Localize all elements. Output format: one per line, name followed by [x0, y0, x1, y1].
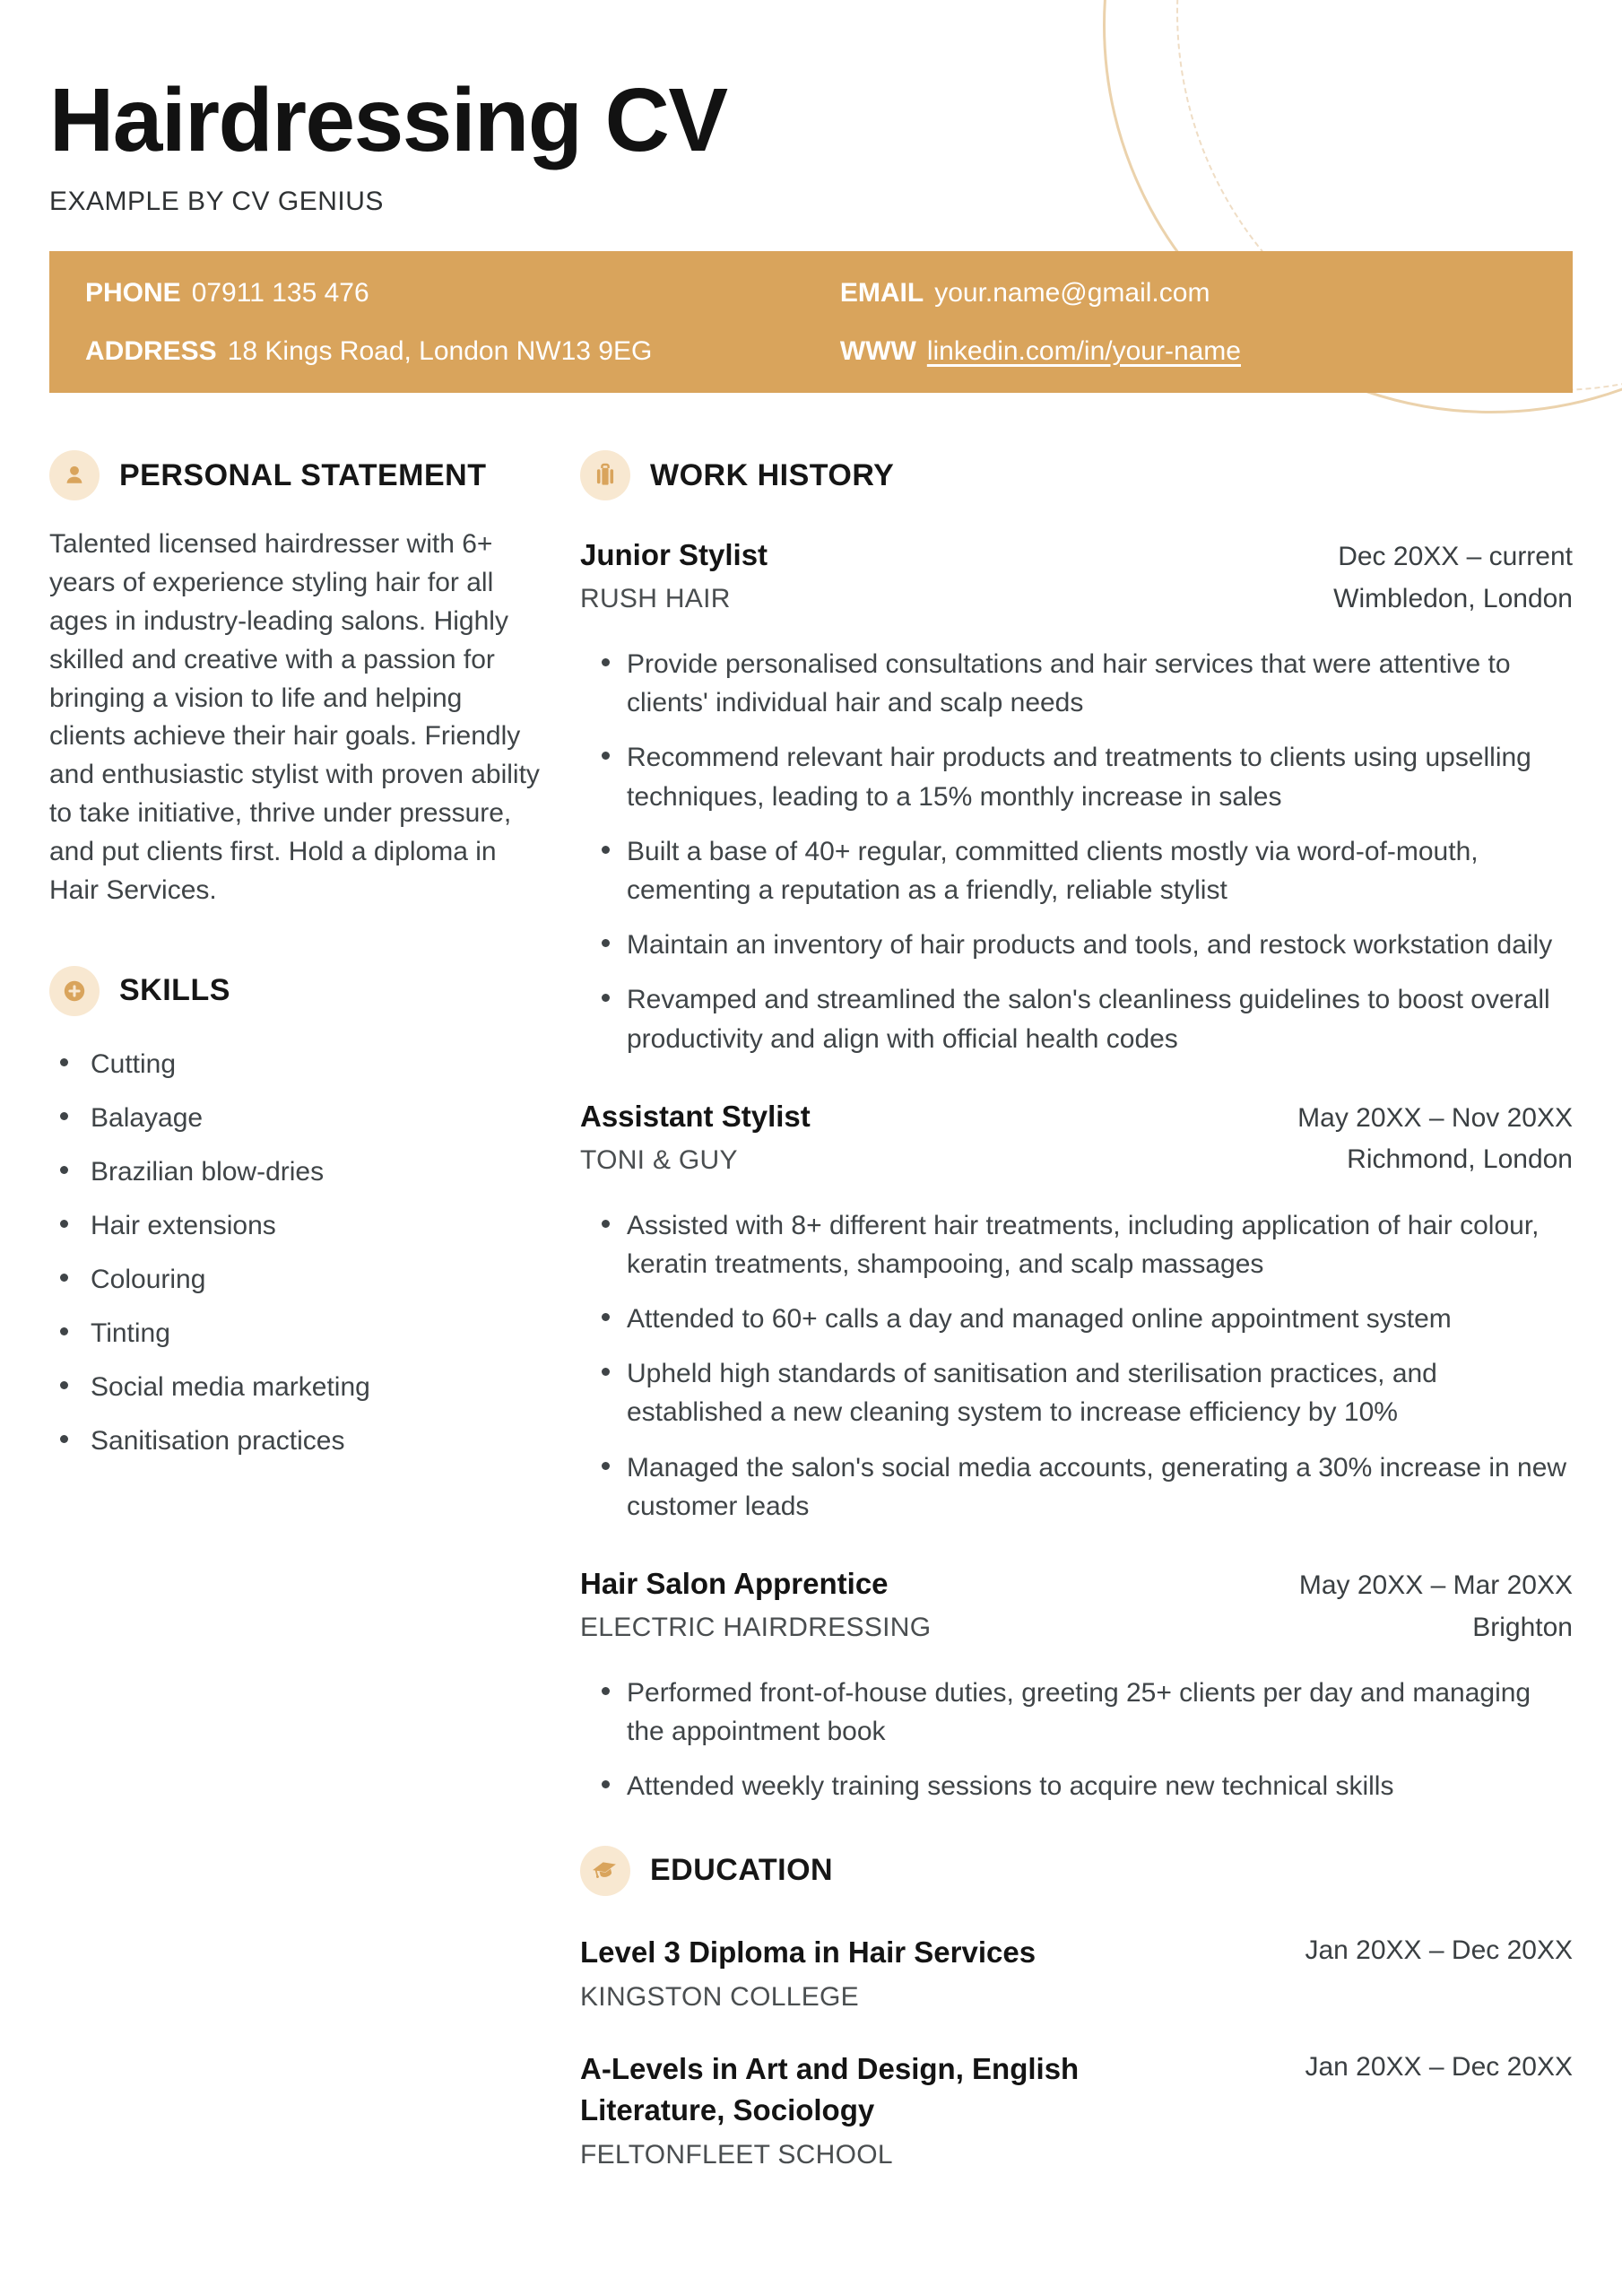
bullet-item: Managed the salon's social media accounts, generating a 30% increase in new customer leads: [580, 1448, 1573, 1526]
email-label: EMAIL: [839, 278, 924, 308]
education-header: [580, 1846, 1573, 1896]
content-columns: [49, 450, 1573, 2170]
school-name: KINGSTON COLLEGE: [580, 1981, 859, 2012]
bullet-item: Performed front-of-house duties, greeting 25+ clients per day and managing the appointment book: [580, 1674, 1573, 1751]
page-subtitle: EXAMPLE BY CV GENIUS: [49, 187, 384, 216]
bullet-item: Built a base of 40+ regular, committed clients mostly via word-of-mouth, cementing a reputation as a friendly, reliable stylist: [580, 832, 1573, 909]
skill-item: Brazilian blow-dries: [49, 1156, 544, 1188]
bullet-item: Maintain an inventory of hair products and tools, and restock workstation daily: [580, 926, 1573, 964]
job-title: Hair Salon Apprentice: [580, 1567, 889, 1600]
job-dates: May 20XX – Mar 20XX: [1298, 1570, 1573, 1600]
address-row: [85, 336, 840, 366]
www-label: WWW: [839, 336, 916, 366]
skill-item: Social media marketing: [49, 1371, 544, 1404]
personal-statement-text: Talented licensed hairdresser with 6+ years of experience styling hair for all ages in industry-leading salons. Highly skilled and creative with a passion for bringing a vision to life and helping clients achieve their hair goals. Friendly and enthusiastic stylist with proven ability to take initiative, thrive under pressure, and put clients first. Hold a diploma in Hair Services.: [49, 529, 540, 906]
right-column: [580, 450, 1573, 2170]
education-entry: [580, 1932, 1573, 2013]
bullet-item: Attended weekly training sessions to acquire new technical skills: [580, 1767, 1573, 1805]
job-title: Junior Stylist: [580, 538, 768, 571]
personal-statement-title: PERSONAL STATEMENT: [119, 457, 487, 492]
education-title: EDUCATION: [650, 1853, 834, 1888]
skills-header: [49, 966, 544, 1016]
degree-title: A-Levels in Art and Design, English Literature, Sociology: [580, 2051, 1080, 2126]
job-bullet-list: [580, 1674, 1573, 1806]
skill-item: Sanitisation practices: [49, 1425, 544, 1457]
email-value: your.name@gmail.com: [934, 278, 1210, 308]
skill-item: Colouring: [49, 1264, 544, 1296]
job-header-left: [580, 536, 768, 614]
skill-item: Tinting: [49, 1318, 544, 1350]
bullet-item: Attended to 60+ calls a day and managed online appointment system: [580, 1300, 1573, 1338]
job-bullet-list: [580, 645, 1573, 1058]
section-education: [580, 1846, 1573, 2171]
job-header: [580, 1565, 1573, 1648]
contact-bar: [49, 251, 1573, 393]
person-icon: [49, 450, 100, 500]
education-dates: Jan 20XX – Dec 20XX: [1305, 2051, 1573, 2082]
skills-title: SKILLS: [119, 973, 230, 1008]
page-title: Hairdressing CV: [49, 70, 727, 170]
bullet-item: Upheld high standards of sanitisation and sterilisation practices, and established a new cleaning system to increase efficiency by 10%: [580, 1354, 1573, 1431]
skills-list: [49, 1048, 544, 1457]
job-header-left: [580, 1565, 931, 1643]
job-header-right: [1299, 1565, 1573, 1648]
briefcase-icon: [580, 450, 630, 500]
school-name: FELTONFLEET SCHOOL: [580, 2140, 893, 2170]
education-entry-left: [580, 2048, 1172, 2170]
skill-item: Hair extensions: [49, 1210, 544, 1242]
job-bullet-list: [580, 1206, 1573, 1526]
job-header-right: [1297, 1098, 1573, 1181]
header: [49, 0, 1573, 217]
education-entry-left: [580, 1932, 1036, 2013]
bullet-item: Assisted with 8+ different hair treatments, including application of hair colour, keratin treatments, shampooing, and scalp massages: [580, 1206, 1573, 1283]
job-header: [580, 1098, 1573, 1181]
personal-statement-header: [49, 450, 544, 500]
graduation-cap-icon: [580, 1846, 630, 1896]
skill-item: Balayage: [49, 1102, 544, 1135]
www-row: [840, 336, 1537, 366]
company-name: RUSH HAIR: [580, 583, 731, 613]
job-title: Assistant Stylist: [580, 1099, 811, 1133]
email-row: [840, 278, 1537, 308]
contact-column-left: [85, 278, 840, 366]
address-value: 18 Kings Road, London NW13 9EG: [227, 336, 653, 366]
job-dates: May 20XX – Nov 20XX: [1297, 1102, 1573, 1133]
job-entry: [580, 1098, 1573, 1526]
phone-label: PHONE: [85, 278, 181, 308]
education-dates: Jan 20XX – Dec 20XX: [1305, 1935, 1573, 1965]
section-skills: [49, 966, 544, 1457]
company-name: TONI & GUY: [580, 1144, 738, 1175]
phone-row: [85, 278, 840, 308]
degree-title: Level 3 Diploma in Hair Services: [580, 1935, 1037, 1969]
job-location: Brighton: [1472, 1612, 1573, 1642]
section-personal-statement: [49, 450, 544, 910]
bullet-item: Provide personalised consultations and hair services that were attentive to clients' individual hair and scalp needs: [580, 645, 1573, 722]
address-label: ADDRESS: [85, 336, 217, 366]
plus-icon: [49, 966, 100, 1016]
job-header-right: [1333, 536, 1573, 620]
job-location: Wimbledon, London: [1333, 583, 1573, 613]
company-name: ELECTRIC HAIRDRESSING: [580, 1612, 932, 1642]
education-entry: [580, 2048, 1573, 2170]
phone-value: 07911 135 476: [191, 278, 369, 308]
section-work-history: [580, 450, 1573, 1806]
skill-item: Cutting: [49, 1048, 544, 1081]
work-history-title: WORK HISTORY: [650, 457, 895, 492]
job-dates: Dec 20XX – current: [1338, 542, 1573, 571]
contact-column-right: [840, 278, 1537, 366]
job-header: [580, 536, 1573, 620]
job-entry: [580, 1565, 1573, 1806]
job-header-left: [580, 1098, 811, 1176]
work-history-header: [580, 450, 1573, 500]
bullet-item: Recommend relevant hair products and treatments to clients using upselling techniques, leading to a 15% monthly increase in sales: [580, 738, 1573, 815]
job-location: Richmond, London: [1347, 1144, 1573, 1175]
bullet-item: Revamped and streamlined the salon's cleanliness guidelines to boost overall productivity and align with official health codes: [580, 980, 1573, 1057]
linkedin-link[interactable]: linkedin.com/in/your-name: [926, 336, 1241, 366]
job-entry: [580, 536, 1573, 1058]
left-column: [49, 450, 544, 2170]
